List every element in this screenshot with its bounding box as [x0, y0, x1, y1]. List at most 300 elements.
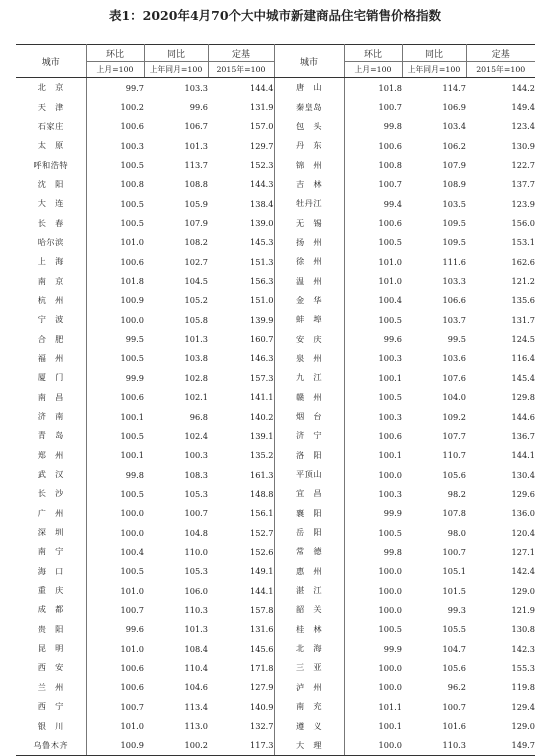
- left-city-cell: 杭 州: [16, 291, 86, 310]
- right-city-cell: 洛 阳: [274, 446, 344, 465]
- right-yoy-cell: 108.9: [442, 179, 466, 190]
- left-yoy-cell: 106.7: [184, 121, 208, 132]
- right-yoy-cell: 103.4: [442, 121, 466, 132]
- right-base-cell: 119.8: [511, 682, 535, 693]
- right-yoy-cell: 106.6: [442, 295, 466, 306]
- right-base-cell: 124.5: [511, 334, 535, 345]
- left-yoy-cell: 102.4: [184, 430, 208, 441]
- left-city-cell: 广 州: [16, 504, 86, 523]
- left-base-cell: 157.8: [208, 600, 274, 619]
- left-yoy-cell: 101.3: [184, 140, 208, 151]
- table-row: [16, 678, 535, 697]
- right-city-cell: 湛 江: [274, 581, 344, 600]
- left-yoy-cell: 100.3: [184, 450, 208, 461]
- right-mom-cell: 100.3: [378, 488, 402, 499]
- right-yoy-cell: 103.3: [442, 276, 466, 287]
- left-mom-cell: 100.7: [120, 701, 144, 712]
- header-row: [16, 45, 535, 62]
- left-yoy-cell: 108.3: [184, 469, 208, 480]
- left-city-cell: 石家庄: [16, 117, 86, 136]
- right-yoy-cell: 105.1: [442, 566, 466, 577]
- table-row: [16, 233, 535, 252]
- left-base-cell: 152.6: [208, 542, 274, 561]
- left-city-cell: 天 津: [16, 97, 86, 116]
- right-city-cell: 牡丹江: [274, 194, 344, 213]
- right-yoy-cell: 101.6: [442, 721, 466, 732]
- right-mom-cell: 100.8: [378, 160, 402, 171]
- right-city-cell: 赣 州: [274, 388, 344, 407]
- right-mom-cell: 100.0: [378, 604, 402, 615]
- right-mom-cell: 100.7: [378, 179, 402, 190]
- left-base-cell: 144.1: [208, 581, 274, 600]
- right-mom-cell: 99.4: [383, 198, 402, 209]
- city-header: 城市: [274, 45, 344, 78]
- left-mom-cell: 100.5: [120, 353, 144, 364]
- left-city-cell: 贵 阳: [16, 620, 86, 639]
- left-yoy-cell: 102.7: [184, 256, 208, 267]
- right-base-cell: 131.7: [511, 314, 535, 325]
- table-row: [16, 736, 535, 756]
- right-yoy-cell: 105.6: [442, 662, 466, 673]
- right-city-cell: 泸 州: [274, 678, 344, 697]
- mom-header: 环比: [344, 45, 402, 62]
- right-city-cell: 常 德: [274, 542, 344, 561]
- right-mom-cell: 99.8: [383, 546, 402, 557]
- right-mom-cell: 100.0: [378, 566, 402, 577]
- left-city-cell: 长 春: [16, 213, 86, 232]
- right-yoy-cell: 100.7: [442, 701, 466, 712]
- left-yoy-cell: 101.3: [184, 624, 208, 635]
- right-mom-cell: 100.5: [378, 624, 402, 635]
- right-base-cell: 130.4: [511, 469, 535, 480]
- left-city-cell: 青 岛: [16, 426, 86, 445]
- left-city-cell: 太 原: [16, 136, 86, 155]
- right-city-cell: 宜 昌: [274, 484, 344, 503]
- right-yoy-cell: 103.6: [442, 353, 466, 364]
- base-header: 定基: [208, 45, 274, 62]
- left-base-cell: 144.3: [208, 175, 274, 194]
- right-city-cell: 温 州: [274, 271, 344, 290]
- left-mom-cell: 100.6: [120, 256, 144, 267]
- right-yoy-cell: 99.3: [447, 604, 466, 615]
- mom-subheader: 上月=100: [344, 62, 402, 78]
- table-row: [16, 600, 535, 619]
- left-mom-cell: 101.0: [120, 721, 144, 732]
- left-base-cell: 138.4: [208, 194, 274, 213]
- left-city-cell: 福 州: [16, 349, 86, 368]
- city-header: 城市: [16, 45, 86, 78]
- right-base-cell: 129.6: [511, 488, 535, 499]
- left-mom-cell: 100.9: [120, 295, 144, 306]
- right-base-cell: 136.0: [511, 508, 535, 519]
- left-base-cell: 171.8: [208, 658, 274, 677]
- table-row: [16, 484, 535, 503]
- left-city-cell: 武 汉: [16, 465, 86, 484]
- right-yoy-cell: 106.2: [442, 140, 466, 151]
- right-city-cell: 蚌 埠: [274, 310, 344, 329]
- right-yoy-cell: 111.6: [442, 256, 466, 267]
- left-yoy-cell: 102.1: [184, 392, 208, 403]
- left-yoy-cell: 113.7: [184, 160, 208, 171]
- yoy-subheader: 上年同月=100: [144, 62, 208, 78]
- right-city-cell: 唐 山: [274, 78, 344, 98]
- left-base-cell: 152.7: [208, 523, 274, 542]
- table-row: [16, 581, 535, 600]
- right-mom-cell: 100.3: [378, 353, 402, 364]
- right-base-cell: 137.7: [511, 179, 535, 190]
- left-city-cell: 成 都: [16, 600, 86, 619]
- right-yoy-cell: 103.7: [442, 314, 466, 325]
- left-yoy-cell: 105.3: [184, 488, 208, 499]
- table-body: [16, 78, 535, 756]
- left-base-cell: 156.1: [208, 504, 274, 523]
- left-city-cell: 西 宁: [16, 697, 86, 716]
- left-base-cell: 131.6: [208, 620, 274, 639]
- table-row: [16, 658, 535, 677]
- left-yoy-cell: 104.5: [184, 276, 208, 287]
- left-base-cell: 149.1: [208, 562, 274, 581]
- table-row: [16, 252, 535, 271]
- right-base-cell: 153.1: [511, 237, 535, 248]
- right-yoy-cell: 104.0: [442, 392, 466, 403]
- yoy-header: 同比: [402, 45, 466, 62]
- left-mom-cell: 100.4: [120, 546, 144, 557]
- right-yoy-cell: 104.7: [442, 643, 466, 654]
- left-mom-cell: 100.6: [120, 121, 144, 132]
- left-yoy-cell: 113.0: [184, 721, 208, 732]
- left-mom-cell: 100.6: [120, 682, 144, 693]
- right-city-cell: 无 锡: [274, 213, 344, 232]
- right-base-cell: 142.3: [511, 643, 535, 654]
- left-mom-cell: 101.0: [120, 237, 144, 248]
- left-yoy-cell: 105.8: [184, 314, 208, 325]
- right-mom-cell: 100.5: [378, 237, 402, 248]
- left-yoy-cell: 103.3: [184, 82, 208, 93]
- left-base-cell: 161.3: [208, 465, 274, 484]
- left-mom-cell: 100.2: [120, 102, 144, 113]
- right-mom-cell: 100.0: [378, 682, 402, 693]
- right-mom-cell: 100.0: [378, 662, 402, 673]
- left-base-cell: 129.7: [208, 136, 274, 155]
- left-base-cell: 151.0: [208, 291, 274, 310]
- left-mom-cell: 100.0: [120, 314, 144, 325]
- base-subheader: 2015年=100: [208, 62, 274, 78]
- table-row: [16, 562, 535, 581]
- left-yoy-cell: 105.3: [184, 566, 208, 577]
- right-base-cell: 127.1: [511, 546, 535, 557]
- right-mom-cell: 101.8: [378, 82, 402, 93]
- left-mom-cell: 100.5: [120, 218, 144, 229]
- right-city-cell: 大 理: [274, 736, 344, 756]
- table-row: [16, 97, 535, 116]
- left-city-cell: 长 沙: [16, 484, 86, 503]
- left-yoy-cell: 104.8: [184, 527, 208, 538]
- left-base-cell: 127.9: [208, 678, 274, 697]
- right-mom-cell: 100.1: [378, 372, 402, 383]
- left-base-cell: 117.3: [208, 736, 274, 756]
- table-row: [16, 639, 535, 658]
- right-yoy-cell: 109.2: [442, 411, 466, 422]
- right-city-cell: 金 华: [274, 291, 344, 310]
- left-mom-cell: 100.7: [120, 604, 144, 615]
- right-base-cell: 136.7: [511, 430, 535, 441]
- left-mom-cell: 99.5: [125, 334, 144, 345]
- left-city-cell: 呼和浩特: [16, 155, 86, 174]
- left-base-cell: 140.9: [208, 697, 274, 716]
- right-mom-cell: 101.1: [378, 701, 402, 712]
- left-yoy-cell: 108.4: [184, 643, 208, 654]
- left-mom-cell: 100.3: [120, 140, 144, 151]
- right-yoy-cell: 109.5: [442, 237, 466, 248]
- left-base-cell: 145.3: [208, 233, 274, 252]
- right-base-cell: 135.6: [511, 295, 535, 306]
- right-yoy-cell: 101.5: [442, 585, 466, 596]
- right-mom-cell: 101.0: [378, 256, 402, 267]
- left-mom-cell: 100.1: [120, 450, 144, 461]
- left-mom-cell: 100.0: [120, 527, 144, 538]
- right-city-cell: 韶 关: [274, 600, 344, 619]
- right-city-cell: 岳 阳: [274, 523, 344, 542]
- left-city-cell: 合 肥: [16, 329, 86, 348]
- left-yoy-cell: 100.7: [184, 508, 208, 519]
- left-yoy-cell: 106.0: [184, 585, 208, 596]
- left-yoy-cell: 101.3: [184, 334, 208, 345]
- left-yoy-cell: 102.8: [184, 372, 208, 383]
- right-city-cell: 秦皇岛: [274, 97, 344, 116]
- left-yoy-cell: 110.3: [184, 604, 208, 615]
- right-mom-cell: 99.6: [383, 334, 402, 345]
- right-base-cell: 129.0: [511, 721, 535, 732]
- table-row: [16, 194, 535, 213]
- left-base-cell: 140.2: [208, 407, 274, 426]
- right-city-cell: 包 头: [274, 117, 344, 136]
- right-base-cell: 116.4: [511, 353, 535, 364]
- left-base-cell: 135.2: [208, 446, 274, 465]
- right-mom-cell: 100.5: [378, 527, 402, 538]
- right-base-cell: 121.2: [511, 276, 535, 287]
- right-mom-cell: 99.9: [383, 508, 402, 519]
- left-mom-cell: 101.0: [120, 643, 144, 654]
- right-yoy-cell: 106.9: [442, 102, 466, 113]
- right-mom-cell: 100.6: [378, 218, 402, 229]
- left-city-cell: 南 宁: [16, 542, 86, 561]
- table-row: [16, 349, 535, 368]
- mom-header: 环比: [86, 45, 144, 62]
- right-mom-cell: 100.6: [378, 140, 402, 151]
- right-mom-cell: 100.0: [344, 736, 402, 756]
- table-row: [16, 426, 535, 445]
- right-mom-cell: 100.0: [378, 585, 402, 596]
- left-mom-cell: 101.8: [120, 276, 144, 287]
- right-city-cell: 平顶山: [274, 465, 344, 484]
- left-city-cell: 乌鲁木齐: [16, 736, 86, 756]
- right-yoy-cell: 110.3: [402, 736, 466, 756]
- right-yoy-cell: 107.8: [442, 508, 466, 519]
- left-mom-cell: 100.9: [86, 736, 144, 756]
- left-city-cell: 厦 门: [16, 368, 86, 387]
- left-yoy-cell: 108.8: [184, 179, 208, 190]
- left-base-cell: 157.0: [208, 117, 274, 136]
- left-mom-cell: 100.5: [120, 488, 144, 499]
- table-row: [16, 78, 535, 98]
- right-mom-cell: 101.0: [378, 276, 402, 287]
- right-base-cell: 121.9: [511, 604, 535, 615]
- left-city-cell: 上 海: [16, 252, 86, 271]
- right-base-cell: 142.4: [511, 566, 535, 577]
- yoy-header: 同比: [144, 45, 208, 62]
- table-row: [16, 136, 535, 155]
- right-city-cell: 徐 州: [274, 252, 344, 271]
- right-yoy-cell: 100.7: [442, 546, 466, 557]
- right-base-cell: 144.2: [511, 82, 535, 93]
- left-base-cell: 152.3: [208, 155, 274, 174]
- left-mom-cell: 101.0: [120, 585, 144, 596]
- right-city-cell: 北 海: [274, 639, 344, 658]
- left-city-cell: 宁 波: [16, 310, 86, 329]
- right-city-cell: 安 庆: [274, 329, 344, 348]
- table-row: [16, 716, 535, 735]
- table-row: [16, 465, 535, 484]
- left-mom-cell: 99.8: [125, 469, 144, 480]
- table-title: 表1：2020年4月70个大中城市新建商品住宅销售价格指数: [108, 8, 442, 23]
- right-yoy-cell: 110.7: [442, 450, 466, 461]
- left-mom-cell: 99.9: [125, 372, 144, 383]
- left-yoy-cell: 107.9: [184, 218, 208, 229]
- left-base-cell: 151.3: [208, 252, 274, 271]
- table-row: [16, 175, 535, 194]
- right-mom-cell: 100.7: [378, 102, 402, 113]
- base-header: 定基: [466, 45, 535, 62]
- left-base-cell: 141.1: [208, 388, 274, 407]
- right-city-cell: 三 亚: [274, 658, 344, 677]
- left-yoy-cell: 105.2: [184, 295, 208, 306]
- table-row: [16, 542, 535, 561]
- left-base-cell: 145.6: [208, 639, 274, 658]
- left-yoy-cell: 110.4: [184, 662, 208, 673]
- left-base-cell: 139.9: [208, 310, 274, 329]
- left-city-cell: 南 昌: [16, 388, 86, 407]
- left-base-cell: 131.9: [208, 97, 274, 116]
- left-city-cell: 大 连: [16, 194, 86, 213]
- right-yoy-cell: 114.7: [442, 82, 466, 93]
- right-mom-cell: 99.8: [383, 121, 402, 132]
- right-base-cell: 130.8: [511, 624, 535, 635]
- right-mom-cell: 100.0: [378, 469, 402, 480]
- left-city-cell: 北 京: [16, 78, 86, 98]
- left-mom-cell: 100.1: [120, 411, 144, 422]
- right-mom-cell: 99.9: [383, 643, 402, 654]
- right-base-cell: 130.9: [511, 140, 535, 151]
- right-yoy-cell: 96.2: [447, 682, 466, 693]
- left-yoy-cell: 105.9: [184, 198, 208, 209]
- left-city-cell: 深 圳: [16, 523, 86, 542]
- table-row: [16, 117, 535, 136]
- right-city-cell: 桂 林: [274, 620, 344, 639]
- right-yoy-cell: 98.0: [447, 527, 466, 538]
- left-base-cell: 157.3: [208, 368, 274, 387]
- left-city-cell: 郑 州: [16, 446, 86, 465]
- left-mom-cell: 100.5: [120, 430, 144, 441]
- right-mom-cell: 100.5: [378, 392, 402, 403]
- left-city-cell: 南 京: [16, 271, 86, 290]
- right-mom-cell: 100.6: [378, 430, 402, 441]
- right-base-cell: 123.4: [511, 121, 535, 132]
- table-row: [16, 388, 535, 407]
- left-city-cell: 昆 明: [16, 639, 86, 658]
- left-mom-cell: 100.5: [120, 160, 144, 171]
- left-base-cell: 148.8: [208, 484, 274, 503]
- right-mom-cell: 100.1: [378, 721, 402, 732]
- left-base-cell: 156.3: [208, 271, 274, 290]
- left-city-cell: 济 南: [16, 407, 86, 426]
- table-row: [16, 407, 535, 426]
- left-city-cell: 西 安: [16, 658, 86, 677]
- right-base-cell: 155.3: [511, 662, 535, 673]
- right-city-cell: 惠 州: [274, 562, 344, 581]
- left-mom-cell: 100.6: [120, 392, 144, 403]
- left-city-cell: 哈尔滨: [16, 233, 86, 252]
- right-base-cell: 123.9: [511, 198, 535, 209]
- right-yoy-cell: 107.7: [442, 430, 466, 441]
- right-city-cell: 泉 州: [274, 349, 344, 368]
- table-row: [16, 620, 535, 639]
- left-mom-cell: 100.5: [120, 566, 144, 577]
- right-base-cell: 162.6: [511, 256, 535, 267]
- left-yoy-cell: 99.6: [189, 102, 208, 113]
- right-city-cell: 吉 林: [274, 175, 344, 194]
- right-city-cell: 锦 州: [274, 155, 344, 174]
- right-yoy-cell: 99.5: [447, 334, 466, 345]
- right-base-cell: 120.4: [511, 527, 535, 538]
- right-mom-cell: 100.3: [378, 411, 402, 422]
- left-city-cell: 海 口: [16, 562, 86, 581]
- right-base-cell: 122.7: [511, 160, 535, 171]
- table-row: [16, 523, 535, 542]
- left-yoy-cell: 96.8: [189, 411, 208, 422]
- price-index-table: [16, 44, 535, 756]
- left-city-cell: 沈 阳: [16, 175, 86, 194]
- right-yoy-cell: 105.6: [442, 469, 466, 480]
- right-city-cell: 丹 东: [274, 136, 344, 155]
- right-mom-cell: 100.1: [378, 450, 402, 461]
- table-row: [16, 368, 535, 387]
- left-base-cell: 132.7: [208, 716, 274, 735]
- table-row: [16, 155, 535, 174]
- right-base-cell: 156.0: [511, 218, 535, 229]
- table-row: [16, 329, 535, 348]
- base-subheader: 2015年=100: [466, 62, 535, 78]
- right-city-cell: 济 宁: [274, 426, 344, 445]
- right-yoy-cell: 105.5: [442, 624, 466, 635]
- left-mom-cell: 100.5: [120, 198, 144, 209]
- right-base-cell: 149.4: [511, 102, 535, 113]
- right-mom-cell: 100.5: [378, 314, 402, 325]
- left-yoy-cell: 103.8: [184, 353, 208, 364]
- right-base-cell: 145.4: [511, 372, 535, 383]
- left-city-cell: 银 川: [16, 716, 86, 735]
- left-base-cell: 139.1: [208, 426, 274, 445]
- left-yoy-cell: 104.6: [184, 682, 208, 693]
- table-row: [16, 697, 535, 716]
- left-yoy-cell: 113.4: [184, 701, 208, 712]
- right-base-cell: 129.4: [511, 701, 535, 712]
- table-row: [16, 446, 535, 465]
- right-base-cell: 129.0: [511, 585, 535, 596]
- right-city-cell: 南 充: [274, 697, 344, 716]
- left-mom-cell: 100.8: [120, 179, 144, 190]
- right-city-cell: 烟 台: [274, 407, 344, 426]
- right-mom-cell: 100.4: [378, 295, 402, 306]
